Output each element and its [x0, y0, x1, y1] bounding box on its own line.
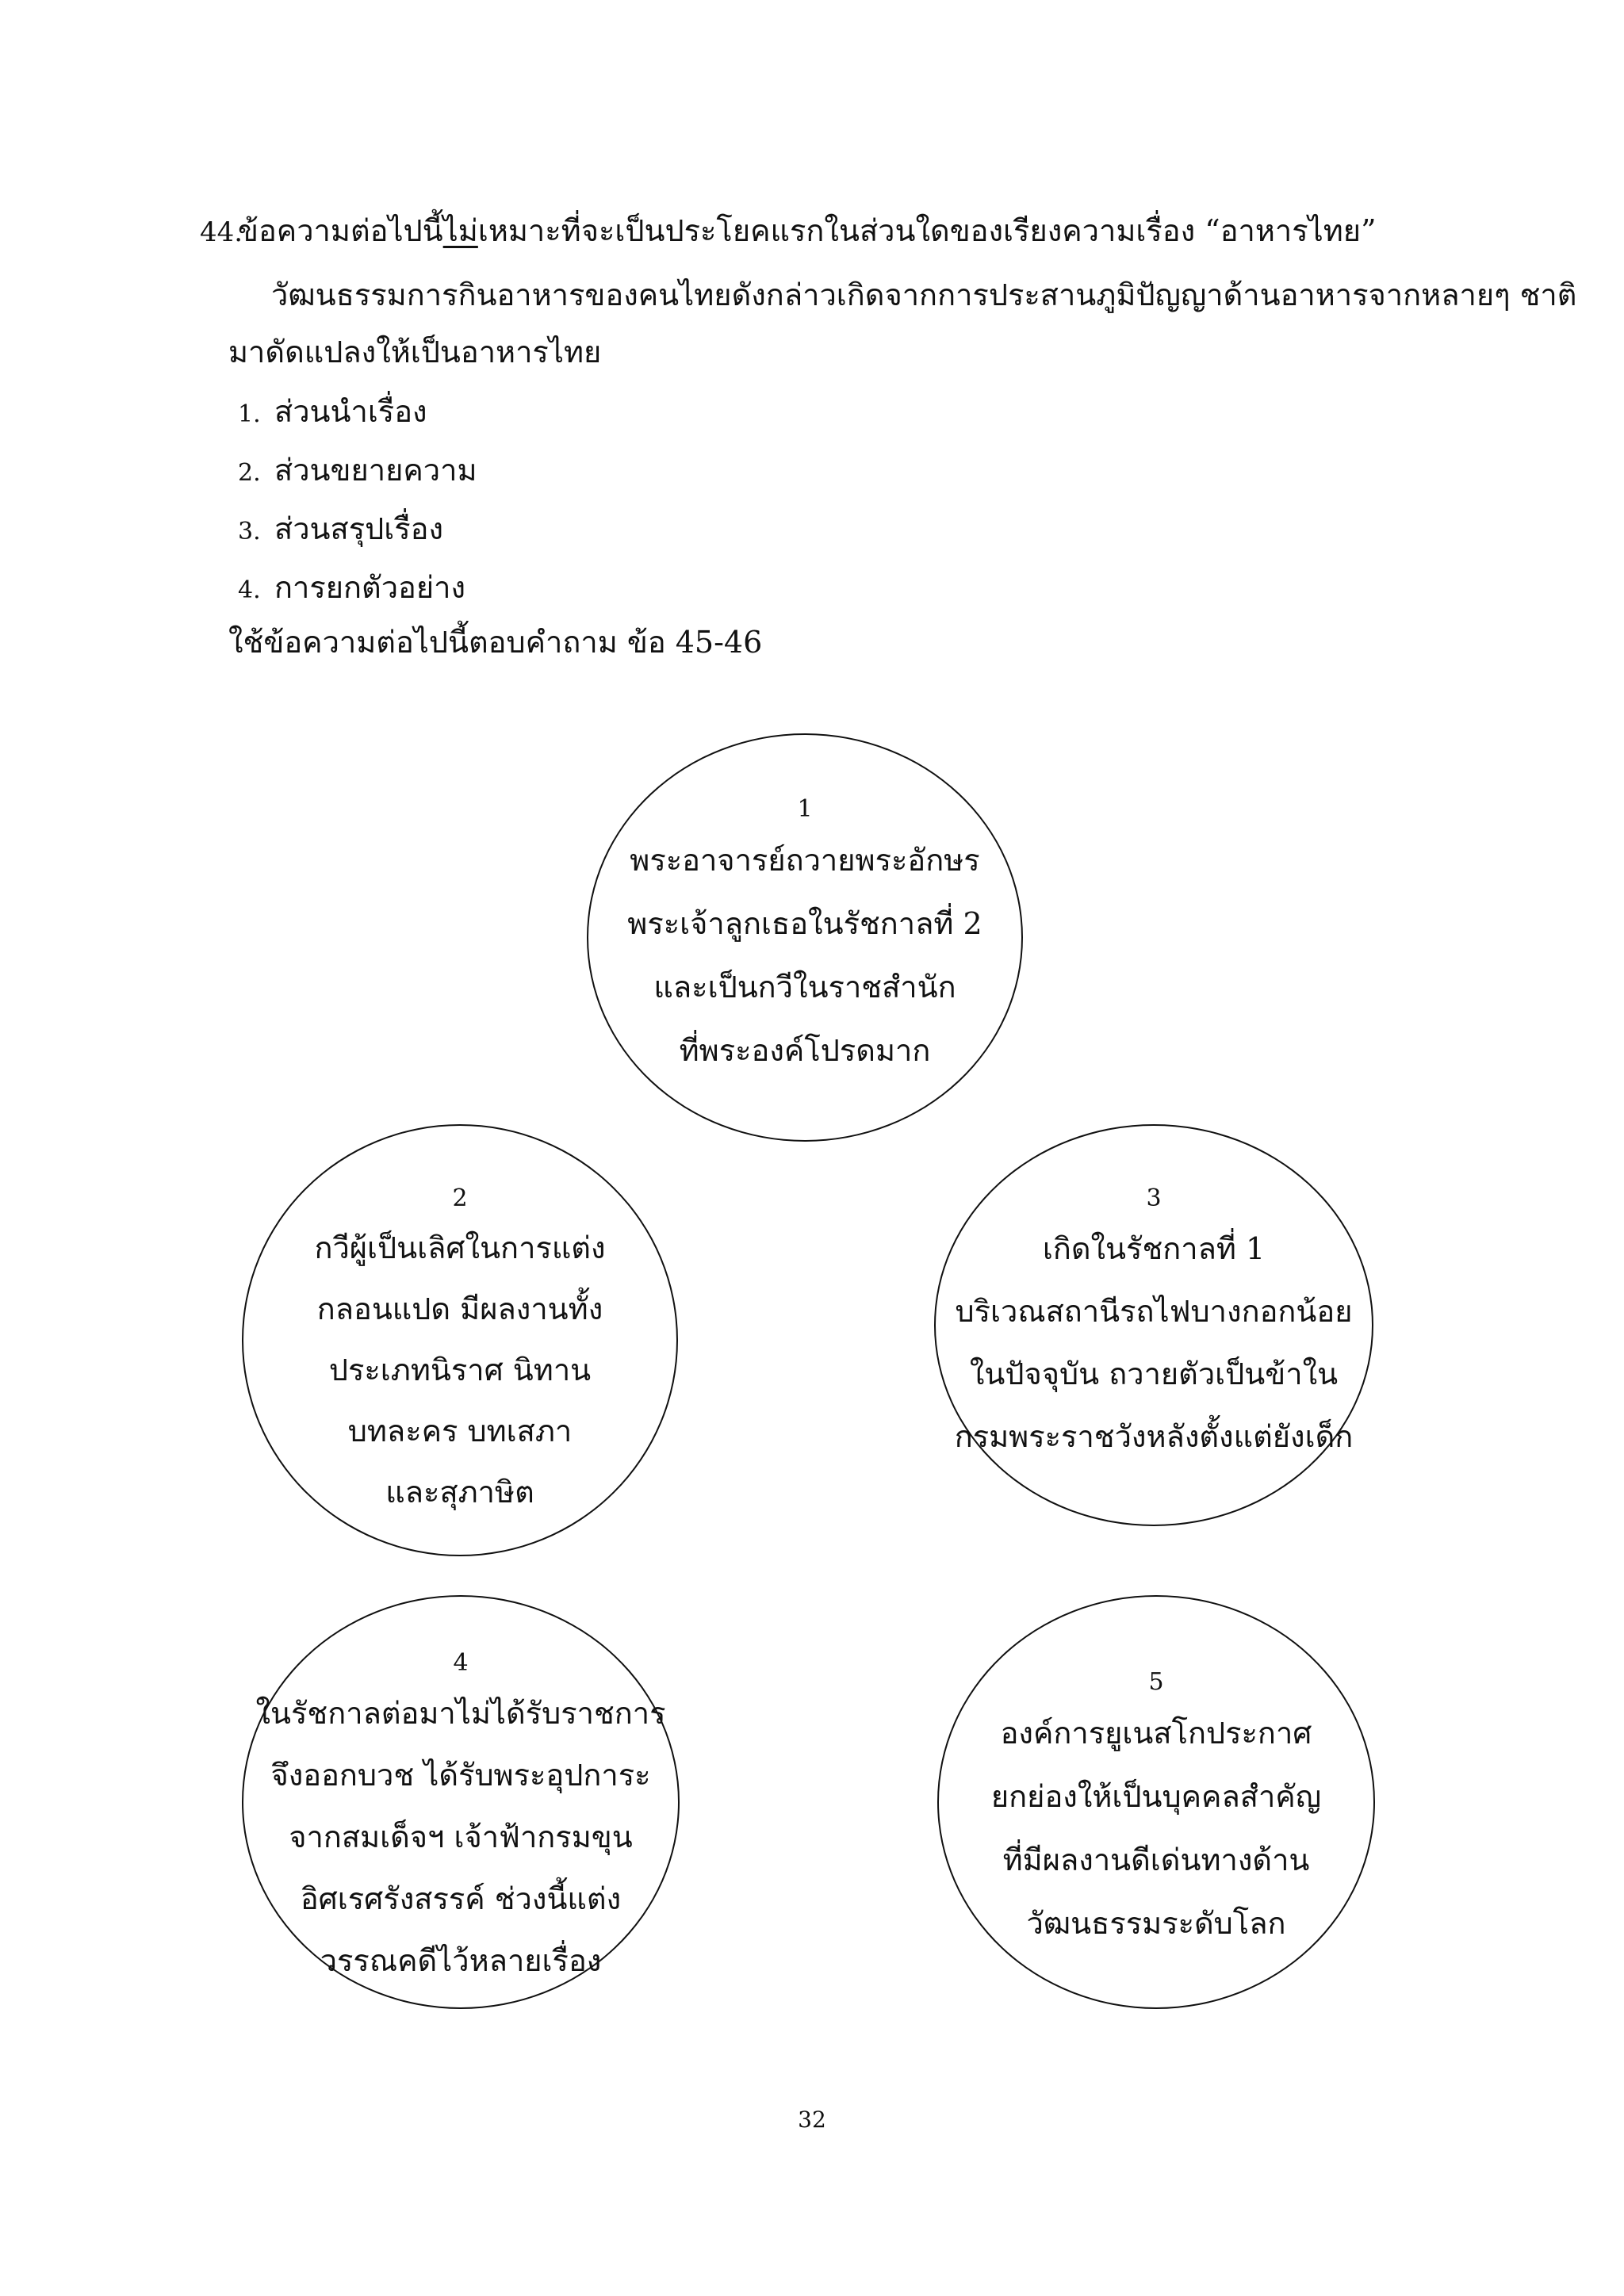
passage-line-1: วัฒนธรรมการกินอาหารของคนไทยดังกล่าวเกิดจากการประสานภูมิปัญญาด้านอาหารจากหลายๆ ชาติ	[271, 277, 1577, 312]
choice-1[interactable]	[238, 382, 477, 441]
circle-line: ในปัจจุบัน ถวายตัวเป็นข้าใน	[969, 1357, 1339, 1391]
circle-line: องค์การยูเนสโกประกาศ	[1000, 1716, 1312, 1751]
choice-3[interactable]	[238, 499, 477, 558]
circle-number: 2	[452, 1184, 468, 1212]
circle-number: 1	[797, 795, 813, 823]
circle-line: พระเจ้าลูกเธอในรัชกาลที่ 2	[627, 906, 982, 941]
choice-4[interactable]	[238, 558, 477, 617]
answer-choices	[238, 382, 477, 617]
info-circle-1	[587, 733, 1023, 1142]
circle-number: 5	[1148, 1668, 1164, 1696]
info-circle-4	[242, 1595, 680, 2009]
circle-line: จึงออกบวช ได้รับพระอุปการะ	[270, 1758, 651, 1793]
choice-2[interactable]	[238, 441, 477, 499]
circle-line: ยกย่องให้เป็นบุคคลสำคัญ	[990, 1779, 1322, 1814]
question-stem-underlined: ไม่	[442, 213, 478, 248]
choice-number: 4.	[238, 576, 261, 604]
circle-line: ที่มีผลงานดีเด่นทางด้าน	[1002, 1843, 1310, 1877]
choice-number: 3.	[238, 518, 261, 545]
choice-text: ส่วนขยายความ	[274, 453, 477, 488]
question-number: 44.	[200, 216, 243, 248]
choice-number: 1.	[238, 400, 261, 428]
choice-text: ส่วนนำเรื่อง	[274, 394, 427, 429]
circle-line: วัฒนธรรมระดับโลก	[1026, 1906, 1286, 1941]
question-stem	[238, 211, 1377, 251]
info-circle-3	[934, 1124, 1373, 1526]
circle-line: จากสมเด็จฯ เจ้าฟ้ากรมขุน	[289, 1820, 633, 1854]
circle-line: และสุภาษิต	[385, 1475, 534, 1510]
circle-line: กลอนแปด มีผลงานทั้ง	[316, 1292, 603, 1326]
question-stem-after: เหมาะที่จะเป็นประโยคแรกในส่วนใดของเรียงความเรื่อง “อาหารไทย”	[477, 213, 1377, 248]
choice-text: ส่วนสรุปเรื่อง	[274, 511, 444, 546]
circle-line: กวีผู้เป็นเลิศในการแต่ง	[314, 1230, 606, 1265]
circle-line: วรรณคดีไว้หลายเรื่อง	[320, 1943, 602, 1978]
info-circle-2	[242, 1124, 678, 1556]
circle-line: บทละคร บทเสภา	[347, 1414, 573, 1448]
circle-line: ประเภทนิราศ นิทาน	[328, 1353, 592, 1387]
circle-line: พระอาจารย์ถวายพระอักษร	[630, 843, 980, 878]
circle-line: เกิดในรัชกาลที่ 1	[1042, 1231, 1266, 1266]
info-circle-5	[937, 1595, 1375, 2009]
circle-line: และเป็นกวีในราชสำนัก	[653, 970, 956, 1004]
circle-line: บริเวณสถานีรถไฟบางกอกน้อย	[955, 1294, 1353, 1329]
passage-line-2: มาดัดแปลงให้เป็นอาหารไทย	[228, 335, 602, 369]
circle-line: ในรัชกาลต่อมาไม่ได้รับราชการ	[255, 1696, 666, 1731]
choice-number: 2.	[238, 459, 261, 487]
instruction-text: ใช้ข้อความต่อไปนี้ตอบคำถาม ข้อ 45-46	[228, 625, 763, 660]
circle-line: กรมพระราชวังหลังตั้งแต่ยังเด็ก	[954, 1419, 1354, 1454]
question-stem-before: ข้อความต่อไปนี้	[238, 213, 443, 248]
circle-number: 4	[453, 1649, 469, 1677]
circle-line: อิศเรศรังสรรค์ ช่วงนี้แต่ง	[300, 1881, 622, 1916]
choice-text: การยกตัวอย่าง	[274, 570, 466, 605]
circle-number: 3	[1146, 1184, 1162, 1212]
circle-line: ที่พระองค์โปรดมาก	[679, 1033, 931, 1068]
question-passage	[228, 266, 1577, 381]
page-number: 32	[798, 2107, 826, 2133]
